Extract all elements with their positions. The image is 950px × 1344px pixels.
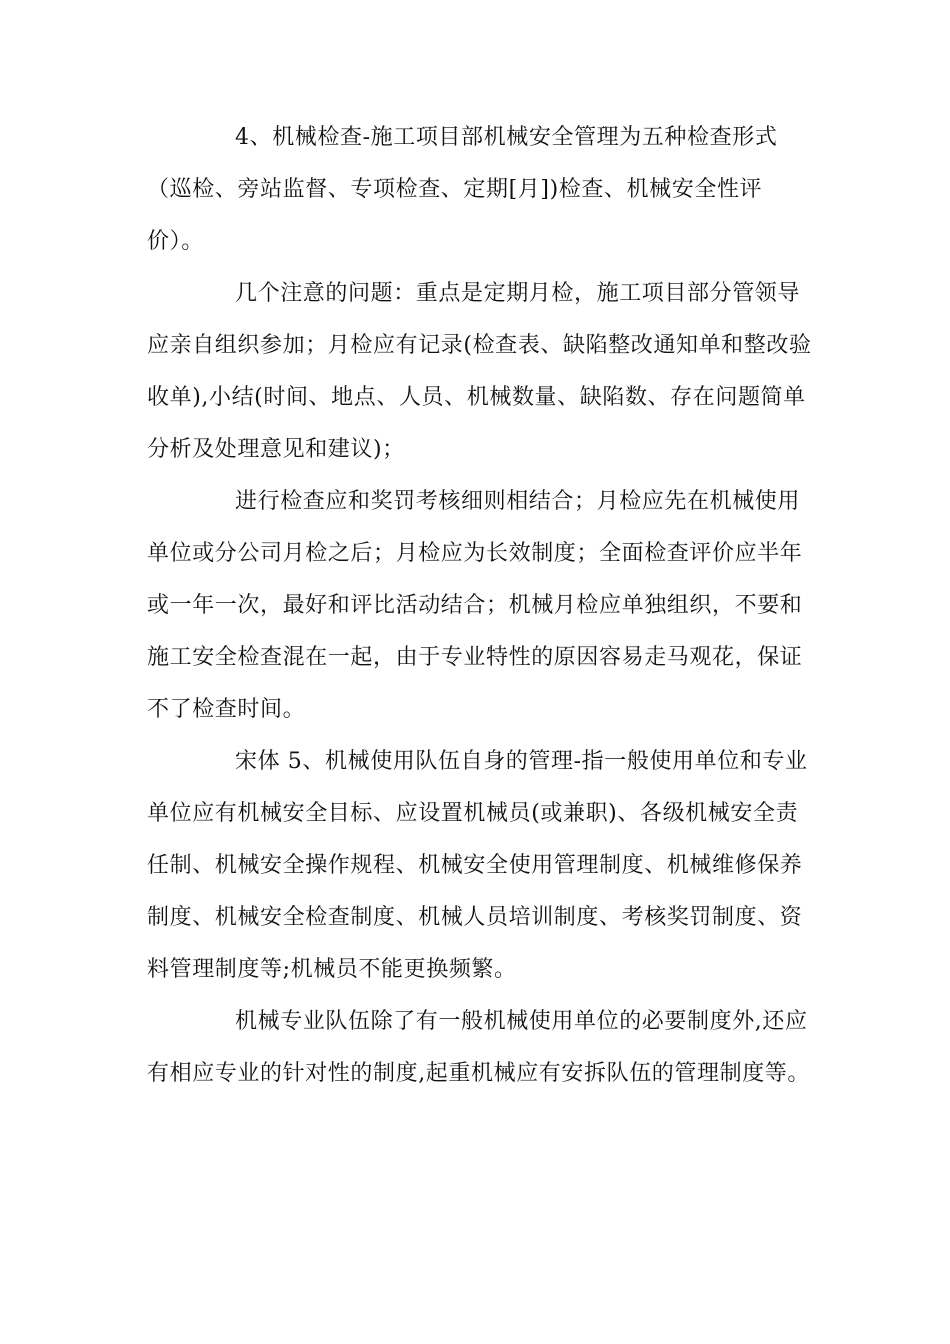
paragraph-3-line-1: 进行检查应和奖罚考核细则相结合；月检应先在机械使用 (235, 489, 801, 514)
paragraph-2-line-1: 几个注意的问题：重点是定期月检，施工项目部分管领导 (235, 281, 801, 306)
paragraph-1-line-3: 价）。 (147, 229, 204, 254)
paragraph-3-line-5: 不了检查时间。 (147, 697, 306, 722)
paragraph-4-line-1: 宋体 5、机械使用队伍自身的管理-指一般使用单位和专业 (235, 749, 808, 774)
paragraph-3-line-3: 或一年一次，最好和评比活动结合；机械月检应单独组织，不要和 (147, 593, 803, 618)
paragraph-4-line-3: 任制、机械安全操作规程、机械安全使用管理制度、机械维修保养 (147, 853, 803, 878)
paragraph-4-line-4: 制度、机械安全检查制度、机械人员培训制度、考核奖罚制度、资 (147, 905, 803, 930)
paragraph-2-line-4: 分析及处理意见和建议)； (147, 437, 405, 462)
paragraph-4-line-2: 单位应有机械安全目标、应设置机械员(或兼职)、各级机械安全责 (147, 801, 799, 826)
paragraph-5-line-1: 机械专业队伍除了有一般机械使用单位的必要制度外,还应 (235, 1009, 808, 1034)
paragraph-3-line-2: 单位或分公司月检之后；月检应为长效制度；全面检查评价应半年 (147, 541, 803, 566)
paragraph-1-line-1: 4、机械检查-施工项目部机械安全管理为五种检查形式 (235, 125, 778, 150)
paragraph-4-line-5: 料管理制度等;机械员不能更换频繁。 (147, 957, 517, 982)
paragraph-2-line-2: 应亲自组织参加；月检应有记录(检查表、缺陷整改通知单和整改验 (147, 333, 812, 358)
paragraph-2-line-3: 收单),小结(时间、地点、人员、机械数量、缺陷数、存在问题简单 (147, 385, 806, 410)
paragraph-5-line-2: 有相应专业的针对性的制度,起重机械应有安拆队伍的管理制度等。 (147, 1061, 810, 1086)
paragraph-1-line-2: （巡检、旁站监督、专项检查、定期[月])检查、机械安全性评 (147, 177, 763, 202)
paragraph-3-line-4: 施工安全检查混在一起，由于专业特性的原因容易走马观花，保证 (147, 645, 803, 670)
